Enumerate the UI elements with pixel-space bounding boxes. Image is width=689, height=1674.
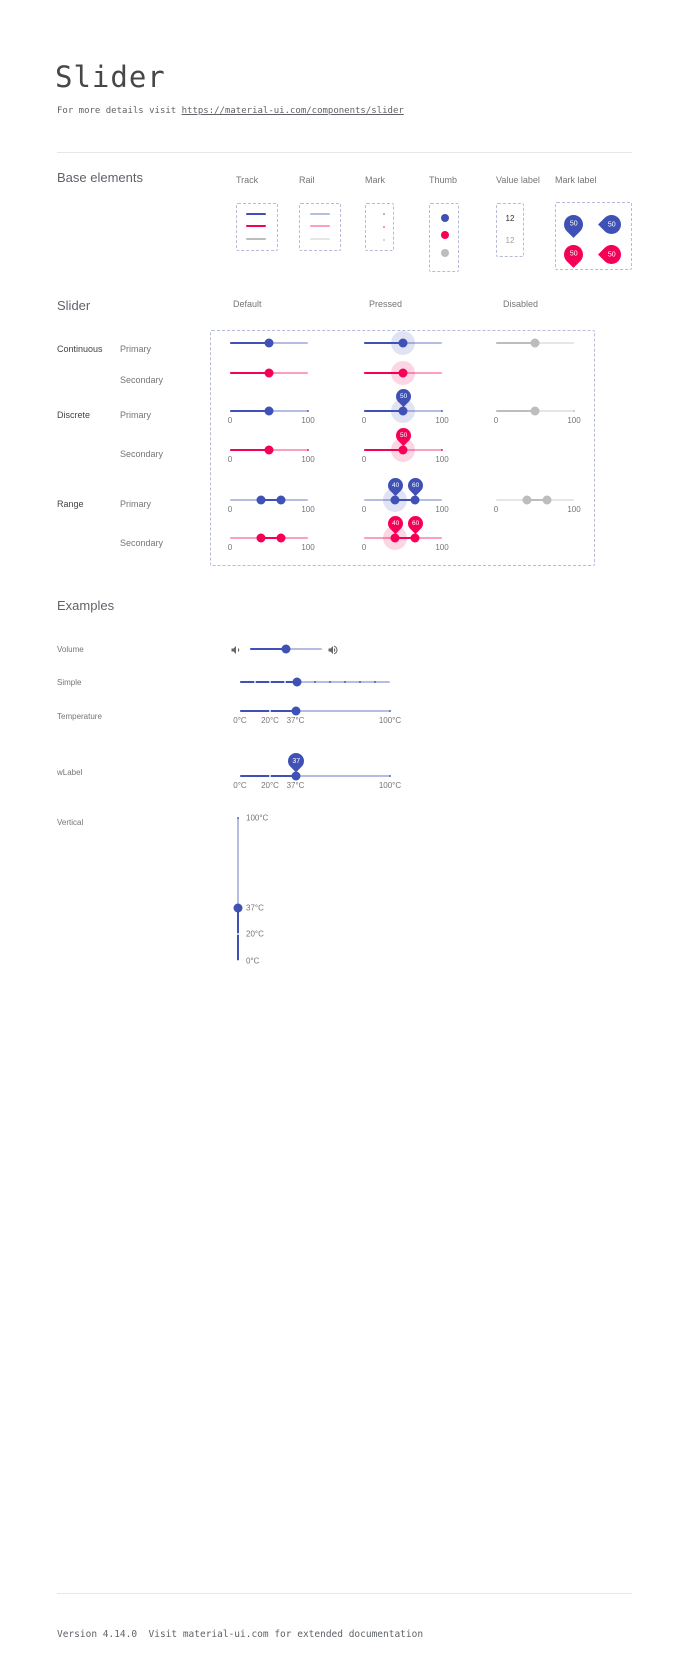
scale-max-label: 100 <box>435 416 449 425</box>
scale-max-label: 100 <box>567 505 581 514</box>
slider-mark <box>254 681 256 683</box>
mark-secondary-sample <box>383 226 385 228</box>
mark-primary-sample <box>383 213 385 215</box>
temperature-label: Temperature <box>57 712 102 721</box>
wlabel-slider[interactable] <box>233 757 402 790</box>
value-label-muted-sample: 12 <box>505 236 515 245</box>
slider-thumb-low[interactable] <box>391 496 400 505</box>
slider-thumb[interactable] <box>265 369 274 378</box>
wlabel-label: wLabel <box>57 768 83 777</box>
slider-thumb[interactable] <box>265 339 274 348</box>
row-variant-secondary-2: Secondary <box>120 449 164 459</box>
base-col-rail: Rail <box>299 175 315 185</box>
simple-slider[interactable] <box>240 681 390 683</box>
state-col-pressed: Pressed <box>369 299 403 309</box>
slider-track <box>230 372 269 374</box>
track-disabled-sample <box>246 238 266 240</box>
slider-mark <box>307 410 309 412</box>
range-secondary-pressed-slider[interactable] <box>361 520 449 552</box>
value-label-balloon-high: 60 <box>405 513 426 534</box>
slider-thumb-low[interactable] <box>257 496 266 505</box>
mark-label-20c: 20°C <box>261 781 279 790</box>
mark-label-20c: 20°C <box>246 929 264 939</box>
value-label-balloon-low: 40 <box>385 475 406 496</box>
slider-mark <box>359 681 361 683</box>
thumb-swatch-box <box>429 203 459 272</box>
range-primary-pressed-slider[interactable] <box>361 482 449 514</box>
slider-mark <box>389 710 391 712</box>
slider-thumb-low <box>523 496 532 505</box>
value-label-balloon: 37 <box>284 750 307 773</box>
footer-text: Version 4.14.0 Visit material-ui.com for extended documentation <box>57 1629 424 1640</box>
mark-label-balloon-secondary-left: 50 <box>598 241 625 268</box>
scale-max-label: 100 <box>567 416 581 425</box>
mark-label-37c: 37°C <box>246 903 264 913</box>
mark-swatch-box <box>365 203 394 251</box>
scale-min-label: 0 <box>227 543 233 552</box>
slider-mark <box>441 410 443 412</box>
scale-max-label: 100 <box>301 416 315 425</box>
scale-max-label: 100 <box>435 505 449 514</box>
slider-mark <box>284 681 286 683</box>
slider-thumb[interactable] <box>234 904 243 913</box>
base-elements-heading: Base elements <box>57 170 143 185</box>
slider-thumb[interactable] <box>399 339 408 348</box>
row-group-continuous: Continuous <box>57 344 103 354</box>
state-col-default: Default <box>233 299 262 309</box>
slider-mark <box>441 449 443 451</box>
slider-thumb <box>531 339 540 348</box>
mark-label-37c: 37°C <box>286 716 305 725</box>
thumb-primary-sample <box>441 214 449 222</box>
simple-label: Simple <box>57 678 82 687</box>
state-col-disabled: Disabled <box>503 299 539 309</box>
scale-min-label: 0 <box>361 416 367 425</box>
slider-mark <box>269 681 271 683</box>
discrete-primary-pressed-slider[interactable] <box>361 393 449 425</box>
discrete-disabled-slider <box>493 410 581 425</box>
slider-track <box>230 410 269 412</box>
slider-track <box>230 449 269 451</box>
mark-label-100c: 100°C <box>378 781 402 790</box>
base-col-track: Track <box>236 175 259 185</box>
scale-min-label: 0 <box>361 505 367 514</box>
vertical-label: Vertical <box>57 818 84 827</box>
row-variant-primary-1: Primary <box>120 344 151 354</box>
range-disabled-slider <box>493 499 581 514</box>
range-secondary-default-slider[interactable] <box>227 537 315 552</box>
mark-label-0c: 0°C <box>246 956 260 966</box>
slider-mark <box>329 681 331 683</box>
slider-thumb <box>531 407 540 416</box>
slider-track <box>230 342 269 344</box>
row-variant-secondary-1: Secondary <box>120 375 164 385</box>
volume-label: Volume <box>57 645 84 654</box>
scale-min-label: 0 <box>227 455 233 464</box>
slider-thumb[interactable] <box>291 707 300 716</box>
mark-label-20c: 20°C <box>261 716 279 725</box>
base-col-mark-label: Mark label <box>555 175 597 185</box>
row-variant-primary-3: Primary <box>120 499 151 509</box>
examples-heading: Examples <box>57 598 115 613</box>
scale-max-label: 100 <box>435 543 449 552</box>
value-label-balloon-low: 40 <box>385 513 406 534</box>
scale-max-label: 100 <box>301 543 315 552</box>
slider-mark <box>389 775 391 777</box>
mark-label-0c: 0°C <box>233 716 247 725</box>
scale-min-label: 0 <box>361 455 367 464</box>
base-col-mark: Mark <box>365 175 385 185</box>
slider-thumb[interactable] <box>399 369 408 378</box>
subtitle <box>57 106 404 116</box>
vertical-slider[interactable] <box>237 813 269 966</box>
discrete-secondary-pressed-slider[interactable] <box>361 432 449 464</box>
mark-label-100c: 100°C <box>246 813 269 823</box>
slider-mark <box>573 410 575 412</box>
scale-min-label: 0 <box>493 505 499 514</box>
slider-thumb-low[interactable] <box>257 534 266 543</box>
page-title: Slider <box>55 60 166 94</box>
row-group-discrete: Discrete <box>57 410 91 420</box>
mark-disabled-sample <box>383 239 385 241</box>
row-variant-primary-2: Primary <box>120 410 151 420</box>
slider-mark <box>269 775 271 777</box>
subtitle-text: For more details visit <box>57 106 182 116</box>
slider-thumb-low[interactable] <box>391 534 400 543</box>
temperature-slider[interactable] <box>233 710 402 725</box>
value-label-swatch-box <box>496 203 524 257</box>
continuous-secondary-default-slider[interactable] <box>230 372 308 374</box>
slider-mark <box>237 933 239 935</box>
rail-swatch-box <box>299 203 341 251</box>
mark-label-balloon-primary-down: 50 <box>560 211 587 238</box>
slider-thumb-high[interactable] <box>411 496 420 505</box>
mark-label-100c: 100°C <box>378 716 402 725</box>
rail-primary-sample <box>310 213 330 215</box>
slider-mark <box>314 681 316 683</box>
slider-thumb[interactable] <box>399 446 408 455</box>
mark-label-balloon-secondary-down: 50 <box>560 241 587 268</box>
slider-track <box>240 775 296 777</box>
header-divider <box>57 152 632 153</box>
slider-thumb[interactable] <box>282 645 291 654</box>
scale-min-label: 0 <box>227 416 233 425</box>
slider-thumb[interactable] <box>265 407 274 416</box>
rail-secondary-sample <box>310 225 330 227</box>
track-secondary-sample <box>246 225 266 227</box>
thumb-disabled-sample <box>441 249 449 257</box>
track-primary-sample <box>246 213 266 215</box>
footer-divider <box>57 1593 632 1594</box>
continuous-primary-pressed-slider[interactable] <box>364 342 442 344</box>
continuous-secondary-pressed-slider[interactable] <box>364 372 442 374</box>
slider-thumb[interactable] <box>291 772 300 781</box>
slider-mark <box>269 710 271 712</box>
thumb-secondary-sample <box>441 231 449 239</box>
volume-down-icon <box>230 643 242 655</box>
slider-mark <box>374 681 376 683</box>
slider-thumb[interactable] <box>399 407 408 416</box>
slider-thumb-high[interactable] <box>411 534 420 543</box>
track-swatch-box <box>236 203 278 251</box>
mark-label-37c: 37°C <box>286 781 305 790</box>
slider-track <box>496 410 535 412</box>
base-col-thumb: Thumb <box>429 175 458 185</box>
slider-section-heading: Slider <box>57 298 91 313</box>
scale-min-label: 0 <box>493 416 499 425</box>
scale-min-label: 0 <box>361 543 367 552</box>
slider-mark <box>307 449 309 451</box>
slider-mark <box>237 817 239 819</box>
volume-up-icon <box>327 643 339 655</box>
mark-label-swatch-box <box>555 202 632 270</box>
row-group-range: Range <box>57 499 84 509</box>
value-label-balloon: 50 <box>392 425 413 446</box>
slider-thumb[interactable] <box>293 678 302 687</box>
continuous-primary-default-slider[interactable] <box>230 342 308 344</box>
value-label-balloon-high: 60 <box>405 475 426 496</box>
continuous-disabled-slider <box>496 342 574 344</box>
slider-mark <box>344 681 346 683</box>
slider-thumb[interactable] <box>265 446 274 455</box>
value-label-sample: 12 <box>505 214 515 223</box>
row-variant-secondary-3: Secondary <box>120 538 164 548</box>
base-col-value-label: Value label <box>496 175 540 185</box>
slider-thumb-high[interactable] <box>277 534 286 543</box>
slider-track <box>496 342 535 344</box>
slider-thumb-high <box>543 496 552 505</box>
discrete-secondary-default-slider[interactable] <box>227 449 315 464</box>
subtitle-link[interactable]: https://material-ui.com/components/slider <box>181 106 404 116</box>
rail-disabled-sample <box>310 238 330 240</box>
slider-mark <box>237 960 239 962</box>
scale-min-label: 0 <box>227 505 233 514</box>
slider-track <box>240 710 296 712</box>
discrete-primary-default-slider[interactable] <box>227 410 315 425</box>
scale-max-label: 100 <box>301 505 315 514</box>
scale-max-label: 100 <box>301 455 315 464</box>
mark-label-balloon-primary-left: 50 <box>598 211 625 238</box>
mark-label-0c: 0°C <box>233 781 247 790</box>
range-primary-default-slider[interactable] <box>227 499 315 514</box>
value-label-balloon: 50 <box>392 386 413 407</box>
volume-slider[interactable] <box>250 648 322 650</box>
scale-max-label: 100 <box>435 455 449 464</box>
slider-thumb-high[interactable] <box>277 496 286 505</box>
